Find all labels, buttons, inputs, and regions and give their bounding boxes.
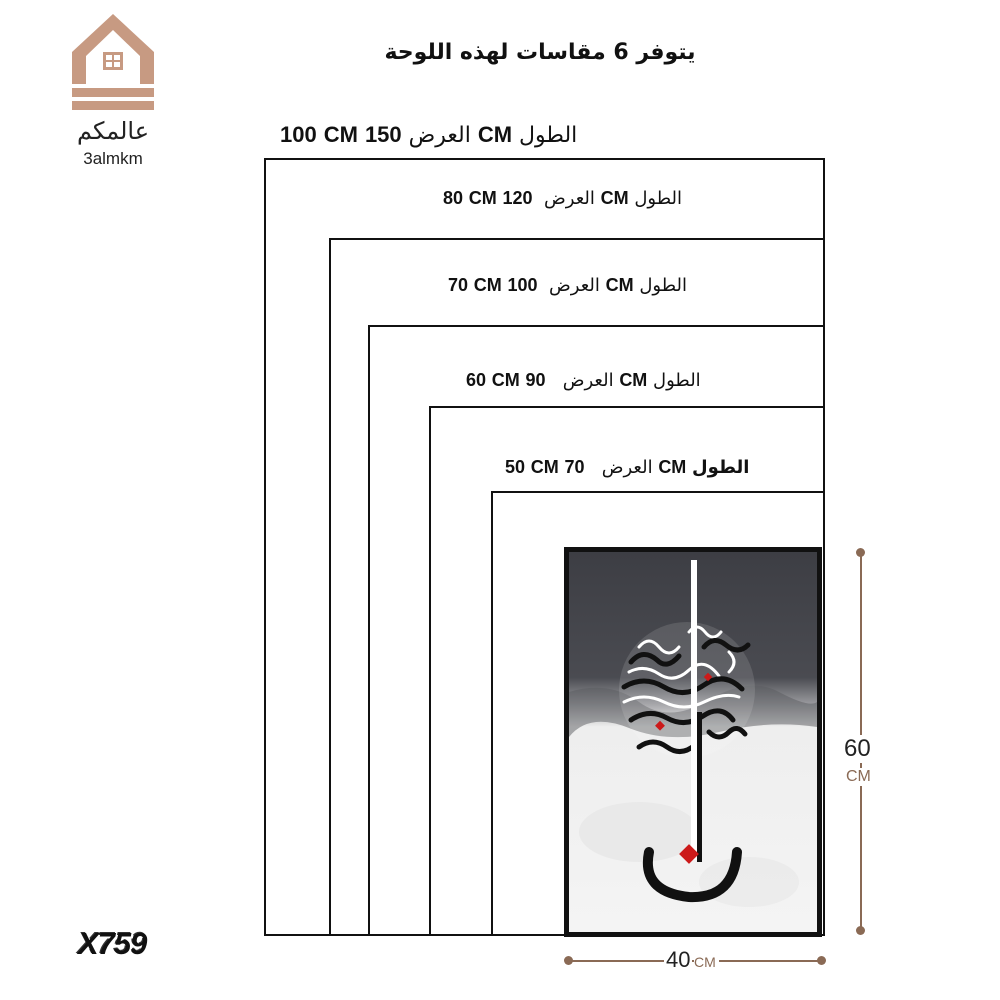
height-dimension-bottom-dot: [856, 926, 865, 935]
brand-name-arabic: عالمكم: [76, 117, 150, 145]
size-label-90x60: [466, 370, 701, 391]
height-dimension-top-dot: [856, 548, 865, 557]
size-width-label: العرض: [562, 370, 614, 391]
size-width-value: 60: [466, 370, 487, 390]
width-dimension-value: 40: [666, 947, 691, 972]
size-width-unit: CM: [491, 370, 520, 390]
size-length-unit: CM: [619, 370, 648, 390]
size-length-label: الطول: [634, 188, 682, 209]
size-length-value: 70: [564, 457, 585, 477]
size-width-value: 70: [448, 275, 469, 295]
size-length-value: 90: [525, 370, 546, 390]
size-width-label: العرض: [408, 123, 471, 148]
size-width-unit: CM: [530, 457, 559, 477]
width-dimension-right-dot: [817, 956, 826, 965]
calligraphy-artwork-image: [569, 552, 817, 932]
size-length-label: الطول: [653, 370, 701, 391]
artwork-preview: [564, 547, 822, 937]
size-label-150x100: [280, 122, 577, 148]
brand-name-english: 3almkm: [83, 149, 143, 168]
size-length-unit: CM: [477, 122, 513, 147]
size-width-unit: CM: [468, 188, 497, 208]
size-length-value: 120: [502, 188, 533, 208]
width-dimension-unit: CM: [694, 954, 719, 970]
size-length-unit: CM: [658, 457, 687, 477]
page-headline: يتوفر 6 مقاسات لهذه اللوحة: [384, 40, 696, 65]
size-length-label: الطول: [692, 457, 750, 478]
height-dimension-unit: CM: [846, 768, 871, 785]
product-code: X759: [78, 926, 147, 961]
size-label-70x50: [505, 457, 749, 478]
size-width-unit: CM: [323, 122, 358, 147]
size-length-value: 100: [507, 275, 538, 295]
house-logo-icon: [70, 12, 156, 112]
size-width-value: 100: [280, 122, 317, 147]
size-length-value: 150: [364, 122, 402, 147]
size-width-label: العرض: [549, 275, 600, 296]
height-dimension-value: 60: [844, 735, 871, 762]
size-label-100x70: [448, 275, 687, 296]
size-width-label: العرض: [544, 188, 595, 209]
size-width-label: العرض: [601, 457, 653, 478]
width-dimension-left-dot: [564, 956, 573, 965]
size-width-value: 50: [505, 457, 526, 477]
size-label-120x80: [443, 188, 682, 209]
size-length-label: الطول: [639, 275, 687, 296]
size-length-unit: CM: [605, 275, 634, 295]
size-length-unit: CM: [600, 188, 629, 208]
size-width-unit: CM: [473, 275, 502, 295]
brand-logo: [58, 12, 168, 172]
size-width-value: 80: [443, 188, 464, 208]
size-length-label: الطول: [519, 123, 578, 148]
